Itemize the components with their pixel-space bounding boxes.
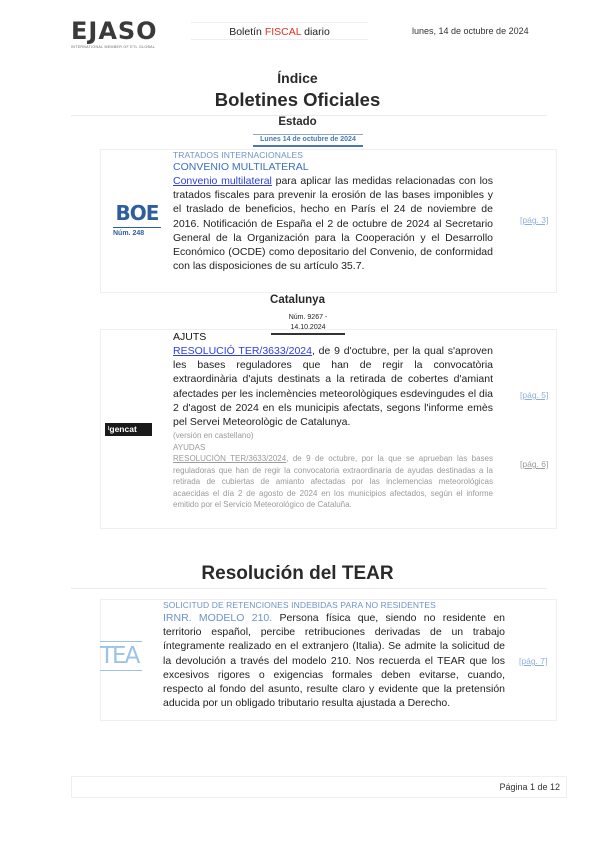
estado-category: TRATADOS INTERNACIONALES (173, 150, 304, 160)
tear-body (163, 611, 505, 710)
estado-heading: CONVENIO MULTILATERAL (173, 161, 309, 173)
bulletin-prefix: Boletín (229, 26, 265, 38)
estado-page-ref[interactable]: [pág. 3] (520, 215, 549, 225)
tear-body-text: Persona física que, siendo no residente en territorio español, percibe retribuciones derivadas de un trabajo íntegramente realizado en el extranjero (Italia). Se admite la solicitud de la devolución a través del modelo 210. Nos recuerda el TEAR que los excesivos rigores o exigencias formales deben evitarse, cuando, respecto al fondo del asunto, resulte claro y evidente que la pretensión aducida por un obligado tributario resulta ajustada a Derecho. (163, 612, 505, 710)
tear-entry (163, 600, 505, 710)
main-title: Boletines Oficiales (214, 89, 381, 110)
boe-logo-mark: BOE (115, 201, 159, 225)
page-number: Página 1 de 12 (499, 782, 560, 792)
gencat-logo (105, 423, 152, 436)
divider (71, 115, 547, 116)
catalunya-es-link[interactable]: RESOLUCIÓN TER/3633/2024 (173, 454, 287, 464)
bulletin-suffix: diario (301, 26, 330, 38)
catalunya-es-body-text: , de 9 de octubre, por la que se aprueban las bases reguladoras que han de regir la convocatoria extraordinaria de ayudas destinadas a la retirada de cubiertas de amianto afectadas por las inclemencias meteorológicas acaecidas el día 2 de agosto de 2024 en los municipios afectados, según el informe emitido por el Servicio Meteorológico de Cataluña. (173, 454, 494, 510)
tear-heading: IRNR. MODELO 210. (163, 612, 273, 624)
bulletin-accent: FISCAL (264, 26, 302, 38)
catalunya-es-page-ref[interactable]: [pág. 6] (520, 459, 549, 469)
page-footer (71, 776, 567, 798)
header-date: lunes, 14 de octubre de 2024 (412, 26, 529, 36)
catalunya-body (173, 344, 493, 429)
boe-logo (113, 202, 161, 237)
catalunya-heading: AJUTS (173, 331, 207, 343)
logo-wordmark: EJASO (71, 17, 158, 45)
catalunya-page-ref[interactable]: [pág. 5] (520, 390, 549, 400)
logo-tagline: INTERNATIONAL MEMBER OF ETL GLOBAL (71, 45, 156, 49)
estado-entry (173, 150, 493, 273)
gencat-logo-sup: I (108, 426, 110, 432)
tear-page-ref[interactable]: [pág. 7] (519, 656, 548, 666)
estado-date-pill: Lunes 14 de octubre de 2024 (253, 134, 363, 147)
boe-issue-number: Núm. 248 (113, 227, 161, 237)
catalunya-body-text: , de 9 d'octubre, per la qual s'aproven les bases reguladores que han de regir la convocatòria extraordinària d'ajuts destinats a la retirada de cobertes d'amiant afectades per les inclemències meteorològiques esdevingudes el dia 2 d'agost de 2024 en els municipis afectats, segons l'informe emès pel Servei Meteorològic de Catalunya. (173, 345, 493, 429)
estado-body-text: para aplicar las medidas relacionadas con los tratados fiscales para prevenir la erosión de las bases imponibles y el traslado de beneficios, hecho en París el 24 de noviembre de 2016. Notificación de España el 2 de octubre de 2024 al Secretario General de la Organización para la Cooperación y el Desarrollo Económico (OCDE) como depositario del Convenio, de conformidad con las disposiciones de su artículo 35.7. (173, 175, 493, 273)
catalunya-link[interactable]: RESOLUCIÓ TER/3633/2024 (173, 345, 312, 357)
section-title-tear: Resolución del TEAR (201, 563, 394, 584)
catalunya-es-heading: AYUDAS (173, 442, 206, 452)
tear-category: SOLICITUD DE RETENCIONES INDEBIDAS PARA NO RESIDENTES (163, 600, 436, 610)
bulletin-title (191, 22, 368, 40)
ejaso-logo (71, 18, 157, 49)
gencat-logo-text: gencat (109, 424, 137, 434)
tea-logo: TEA (100, 643, 142, 669)
catalunya-es-note: (versión en castellano) (173, 431, 254, 441)
catalunya-es-body (173, 453, 493, 511)
section-title-estado: Estado (278, 116, 317, 128)
estado-link[interactable]: Convenio multilateral (173, 175, 272, 187)
catalunya-entry (173, 331, 493, 511)
estado-body (173, 174, 493, 273)
divider (71, 588, 547, 589)
section-title-catalunya: Catalunya (270, 294, 325, 306)
catalunya-num-pill: Núm. 9267 - 14.10.2024 (271, 313, 345, 335)
index-label: Índice (277, 70, 318, 86)
